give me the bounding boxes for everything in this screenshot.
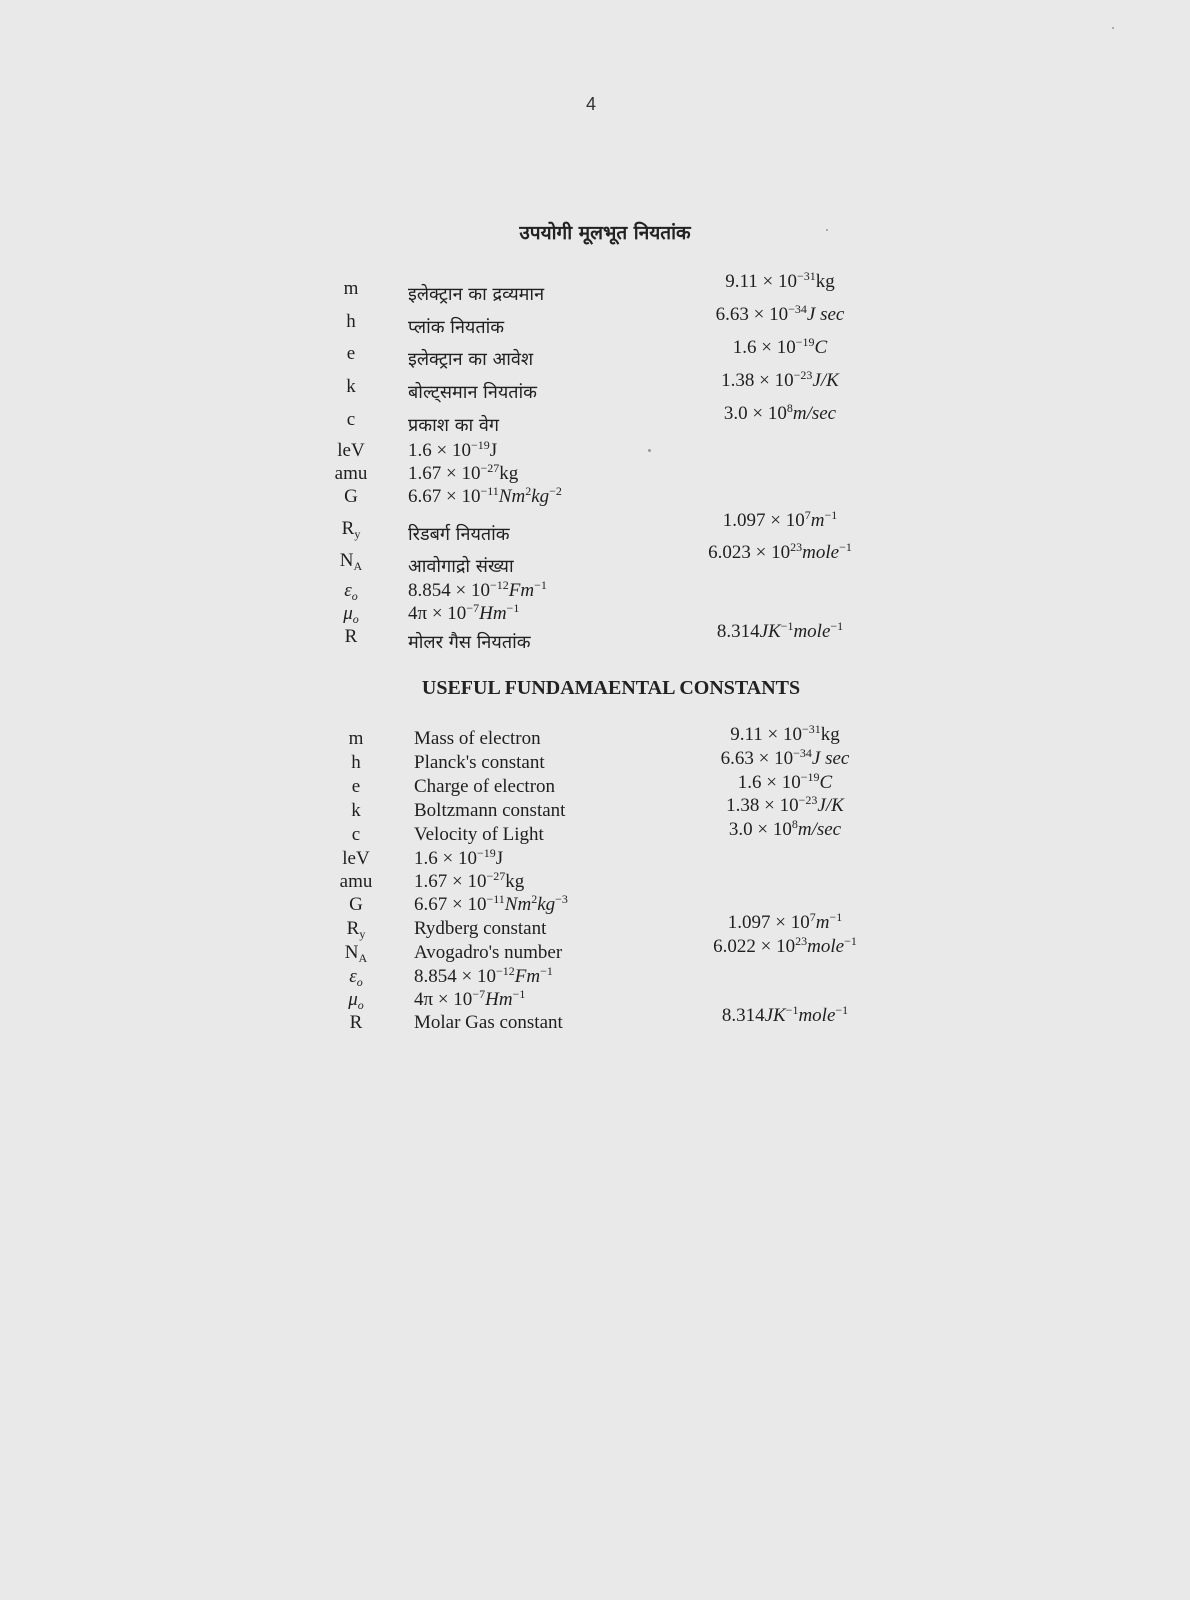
symbol-letter: k <box>346 376 356 397</box>
symbol-letter: amu <box>339 871 373 892</box>
constant-value <box>670 621 890 643</box>
value-exponent: −19 <box>476 846 496 860</box>
constant-description: Charge of electron <box>414 776 556 797</box>
constant-description: प्रकाश का वेग <box>408 415 500 436</box>
value-mantissa: 1.38 × 10 <box>721 370 794 391</box>
value-unit: m <box>810 510 825 531</box>
symbol-letter: ε <box>344 580 352 601</box>
value-mantissa: 6.63 × 10 <box>720 748 794 769</box>
unit-secondary-exponent: −1 <box>835 1003 849 1017</box>
constant-symbol <box>331 486 371 508</box>
scan-speck <box>826 229 828 231</box>
constant-symbol <box>336 800 376 822</box>
value-exponent: 23 <box>790 540 803 554</box>
value-exponent: −19 <box>800 770 820 784</box>
constant-symbol <box>336 894 376 916</box>
symbol-letter: leV <box>337 440 365 461</box>
symbol-letter: m <box>348 728 364 749</box>
constant-description: Velocity of Light <box>414 824 544 845</box>
value-exponent: 8 <box>791 817 798 831</box>
value-mantissa: 9.11 × 10 <box>725 271 797 292</box>
constant-value <box>670 271 890 293</box>
constant-description: Rydberg constant <box>414 918 547 939</box>
constant-value <box>408 463 518 485</box>
value-exponent: −19 <box>795 335 815 349</box>
value-unit: C <box>814 337 828 358</box>
symbol-letter: leV <box>342 848 370 869</box>
constant-value <box>414 871 524 893</box>
value-unit: m/sec <box>792 403 837 424</box>
value-unit: J <box>495 848 504 869</box>
value-exponent: −12 <box>495 964 515 978</box>
constant-value <box>670 510 890 532</box>
value-mantissa: 1.097 × 10 <box>727 912 810 933</box>
unit-exponent: −1 <box>829 910 843 924</box>
constant-value <box>675 1005 895 1027</box>
constant-description: Mass of electron <box>414 728 541 749</box>
scan-speck <box>648 449 651 452</box>
symbol-letter: amu <box>334 463 368 484</box>
unit-secondary-exponent: −2 <box>549 484 562 498</box>
symbol-subscript: y <box>359 927 366 941</box>
constant-symbol <box>336 1012 376 1034</box>
constant-description: Planck's constant <box>414 752 545 773</box>
value-exponent: −11 <box>486 892 505 906</box>
constant-symbol <box>336 848 376 870</box>
symbol-letter: R <box>349 1012 363 1033</box>
value-mantissa: 8.314 <box>716 621 760 642</box>
constant-description: Boltzmann constant <box>414 800 566 821</box>
constant-value <box>675 724 895 746</box>
value-unit: kg <box>505 871 525 892</box>
constant-symbol <box>336 824 376 846</box>
constant-symbol <box>331 626 371 648</box>
value-exponent: −7 <box>472 987 486 1001</box>
unit-exponent: −1 <box>540 964 553 978</box>
constant-value <box>675 748 895 770</box>
value-exponent: 7 <box>809 910 816 924</box>
constant-value <box>670 370 890 392</box>
constant-value <box>414 966 553 988</box>
constant-symbol <box>331 603 371 625</box>
symbol-subscript: o <box>357 998 364 1012</box>
value-unit-secondary: kg <box>531 486 550 507</box>
value-mantissa: 3.0 × 10 <box>728 819 792 840</box>
constant-description: इलेक्ट्रान का आवेश <box>408 349 534 370</box>
constant-value <box>408 580 547 602</box>
constant-symbol <box>331 278 371 300</box>
constant-symbol <box>331 311 371 333</box>
value-mantissa: 6.67 × 10 <box>408 486 481 507</box>
value-mantissa: 1.38 × 10 <box>726 795 799 816</box>
value-unit: kg <box>820 724 840 745</box>
symbol-letter: μ <box>343 603 353 624</box>
value-unit-secondary: kg <box>537 894 556 915</box>
constant-symbol <box>336 752 376 774</box>
value-unit: kg <box>499 463 519 484</box>
symbol-letter: G <box>344 486 358 507</box>
constant-symbol <box>331 343 371 365</box>
constant-symbol <box>336 966 376 988</box>
value-mantissa: 1.097 × 10 <box>722 510 805 531</box>
constant-description: आवोगाद्रो संख्या <box>408 556 514 577</box>
value-mantissa: 6.63 × 10 <box>715 304 789 325</box>
symbol-letter: R <box>344 626 358 647</box>
symbol-letter: m <box>343 278 359 299</box>
constant-description: बोल्ट्समान नियतांक <box>408 382 538 403</box>
unit-secondary-exponent: −3 <box>555 892 568 906</box>
value-unit: Nm <box>498 486 526 507</box>
constant-value <box>675 819 895 841</box>
constant-symbol <box>336 728 376 750</box>
value-unit: JK <box>759 621 781 642</box>
value-unit-secondary: mole <box>793 621 831 642</box>
scan-speck <box>1112 27 1114 29</box>
unit-exponent: −1 <box>824 508 838 522</box>
value-unit: m <box>815 912 830 933</box>
value-unit: mole <box>802 542 840 563</box>
constant-symbol <box>336 871 376 893</box>
value-exponent: −7 <box>466 601 480 615</box>
constant-value <box>414 989 525 1011</box>
value-exponent: −34 <box>793 746 812 760</box>
value-unit: J/K <box>817 795 844 816</box>
value-exponent: 7 <box>804 508 811 522</box>
value-unit-secondary: mole <box>798 1005 836 1026</box>
value-unit: J sec <box>806 304 845 325</box>
hindi-title: उपयोगी मूलभूत नियतांक <box>519 222 691 244</box>
constant-symbol <box>331 550 371 572</box>
value-unit: kg <box>815 271 835 292</box>
symbol-letter: ε <box>349 966 357 987</box>
value-unit: J sec <box>811 748 850 769</box>
constant-symbol <box>331 580 371 602</box>
symbol-letter: R <box>346 918 360 939</box>
constant-symbol <box>331 376 371 398</box>
constant-value <box>670 337 890 359</box>
constant-value <box>675 772 895 794</box>
constant-description: इलेक्ट्रान का द्रव्यमान <box>408 284 545 305</box>
value-exponent: 8 <box>786 401 793 415</box>
unit-exponent: −1 <box>785 1003 799 1017</box>
value-mantissa: 4π × 10 <box>414 989 473 1010</box>
constant-value <box>670 542 890 564</box>
value-unit: C <box>819 772 833 793</box>
symbol-subscript: A <box>353 559 363 573</box>
value-unit: Fm <box>514 966 541 987</box>
symbol-letter: h <box>351 752 361 773</box>
value-mantissa: 6.022 × 10 <box>713 936 796 957</box>
value-exponent: −23 <box>798 793 818 807</box>
constant-symbol <box>336 942 376 964</box>
symbol-letter: c <box>346 409 356 430</box>
value-exponent: −12 <box>489 578 509 592</box>
symbol-letter: G <box>349 894 363 915</box>
constant-symbol <box>336 989 376 1011</box>
value-unit: mole <box>807 936 845 957</box>
value-mantissa: 1.6 × 10 <box>414 848 477 869</box>
constant-value <box>408 486 562 508</box>
value-exponent: −31 <box>796 269 816 283</box>
unit-exponent: −1 <box>844 934 857 948</box>
value-unit: Nm <box>504 894 532 915</box>
constant-symbol <box>336 918 376 940</box>
value-exponent: −31 <box>801 722 821 736</box>
constant-value <box>414 848 503 870</box>
value-exponent: −27 <box>486 869 506 883</box>
value-mantissa: 8.314 <box>721 1005 765 1026</box>
value-unit: Fm <box>508 580 535 601</box>
value-mantissa: 6.023 × 10 <box>708 542 791 563</box>
symbol-subscript: A <box>358 951 368 965</box>
symbol-letter: k <box>351 800 361 821</box>
unit-secondary-exponent: −1 <box>830 619 844 633</box>
constant-value <box>675 912 895 934</box>
constant-symbol <box>331 463 371 485</box>
constant-symbol <box>331 440 371 462</box>
value-mantissa: 1.6 × 10 <box>732 337 796 358</box>
value-unit: JK <box>764 1005 786 1026</box>
value-mantissa: 4π × 10 <box>408 603 467 624</box>
constant-value <box>408 603 519 625</box>
symbol-letter: μ <box>348 989 358 1010</box>
unit-exponent: 2 <box>525 484 532 498</box>
value-mantissa: 9.11 × 10 <box>730 724 802 745</box>
constant-symbol <box>331 409 371 431</box>
value-mantissa: 3.0 × 10 <box>723 403 787 424</box>
value-mantissa: 1.6 × 10 <box>408 440 471 461</box>
symbol-letter: N <box>339 550 354 571</box>
symbol-subscript: o <box>351 589 358 603</box>
value-exponent: 23 <box>795 934 808 948</box>
symbol-letter: e <box>346 343 356 364</box>
symbol-subscript: y <box>354 527 361 541</box>
constant-value <box>675 795 895 817</box>
value-mantissa: 1.67 × 10 <box>408 463 481 484</box>
constant-value <box>670 304 890 326</box>
constant-description: प्लांक नियतांक <box>408 317 505 338</box>
value-unit: m/sec <box>797 819 842 840</box>
value-mantissa: 8.854 × 10 <box>414 966 496 987</box>
value-exponent: −34 <box>788 302 807 316</box>
symbol-letter: N <box>344 942 359 963</box>
unit-exponent: −1 <box>780 619 794 633</box>
value-mantissa: 8.854 × 10 <box>408 580 490 601</box>
value-mantissa: 1.6 × 10 <box>737 772 801 793</box>
symbol-subscript: o <box>352 612 359 626</box>
symbol-letter: c <box>351 824 361 845</box>
page-number: 4 <box>585 94 596 114</box>
unit-exponent: −1 <box>506 601 520 615</box>
value-unit: Hm <box>479 603 507 624</box>
symbol-letter: R <box>341 518 355 539</box>
value-exponent: −27 <box>480 461 500 475</box>
constant-value <box>408 440 497 462</box>
constant-description: मोलर गैस नियतांक <box>408 632 531 653</box>
constant-symbol <box>331 518 371 540</box>
constant-description: Avogadro's number <box>414 942 563 963</box>
constant-value <box>670 403 890 425</box>
value-unit: J <box>489 440 498 461</box>
unit-exponent: −1 <box>512 987 526 1001</box>
constant-symbol <box>336 776 376 798</box>
unit-exponent: −1 <box>534 578 547 592</box>
constant-description: Molar Gas constant <box>414 1012 563 1033</box>
value-exponent: −19 <box>470 438 490 452</box>
constant-value <box>675 936 895 958</box>
value-unit: J/K <box>812 370 839 391</box>
constant-value <box>414 894 568 916</box>
value-unit: Hm <box>485 989 513 1010</box>
unit-exponent: −1 <box>839 540 852 554</box>
symbol-letter: e <box>351 776 361 797</box>
symbol-subscript: o <box>356 975 363 989</box>
value-mantissa: 1.67 × 10 <box>414 871 487 892</box>
unit-exponent: 2 <box>531 892 538 906</box>
value-exponent: −11 <box>480 484 499 498</box>
english-title: USEFUL FUNDAMAENTAL CONSTANTS <box>421 677 801 699</box>
constant-description: रिडबर्ग नियतांक <box>408 524 510 545</box>
value-exponent: −23 <box>793 368 813 382</box>
value-mantissa: 6.67 × 10 <box>414 894 487 915</box>
symbol-letter: h <box>346 311 356 332</box>
